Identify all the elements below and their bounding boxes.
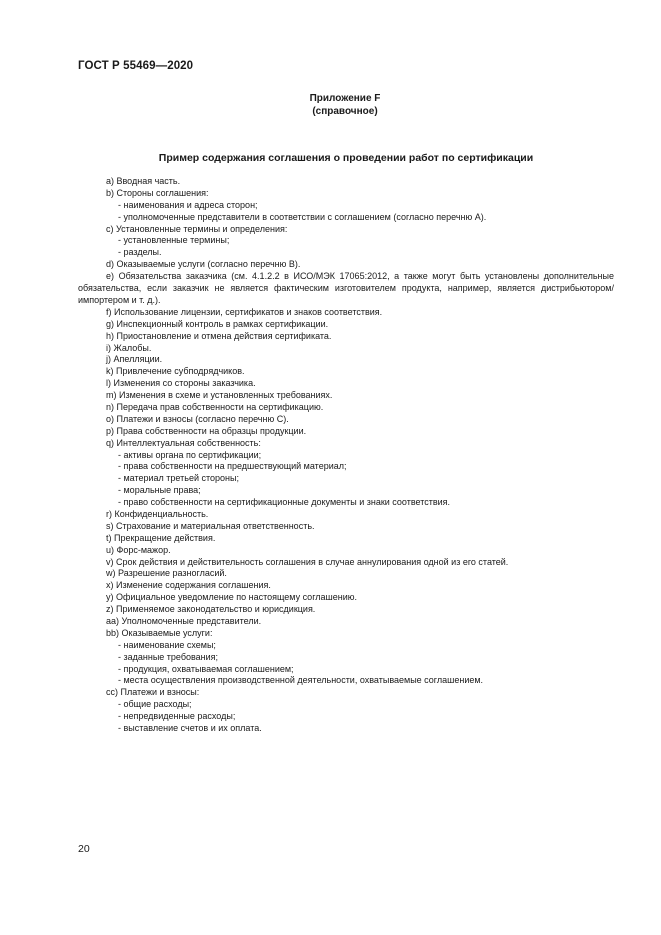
list-subitem: - моральные права; bbox=[118, 485, 201, 496]
list-item: z) Применяемое законодательство и юрисдикция. bbox=[106, 604, 316, 615]
list-subitem: - установленные термины; bbox=[118, 235, 230, 246]
list-item: q) Интеллектуальная собственность: bbox=[106, 437, 261, 448]
list-item: d) Оказываемые услуги (согласно перечню В). bbox=[106, 259, 301, 270]
list-item: b) Стороны соглашения: bbox=[106, 187, 209, 198]
appendix-title: Приложение F bbox=[309, 93, 381, 104]
list-item: m) Изменения в схеме и установленных требованиях. bbox=[106, 390, 333, 401]
list-item: c) Установленные термины и определения: bbox=[106, 223, 288, 234]
standard-header: ГОСТ Р 55469—2020 bbox=[78, 60, 194, 72]
list-item: s) Страхование и материальная ответственность. bbox=[106, 520, 315, 531]
list-item: w) Разрешение разногласий. bbox=[106, 568, 227, 579]
list-item: r) Конфиденциальность. bbox=[106, 508, 209, 519]
list-item: u) Форс-мажор. bbox=[106, 544, 171, 555]
list-item: j) Апелляции. bbox=[106, 354, 163, 365]
list-item: aa) Уполномоченные представители. bbox=[106, 616, 262, 626]
list-item: a) Вводная часть. bbox=[106, 176, 181, 186]
list-subitem: - уполномоченные представители в соответствии с соглашением (согласно перечню А). bbox=[118, 211, 487, 222]
list-subitem: - общие расходы; bbox=[118, 699, 192, 710]
list-subitem: - продукция, охватываемая соглашением; bbox=[118, 663, 294, 674]
list-subitem: - право собственности на сертификационные документы и знаки соответствия. bbox=[118, 497, 451, 508]
list-subitem: - заданные требования; bbox=[118, 651, 219, 662]
list-item: y) Официальное уведомление по настоящему соглашению. bbox=[106, 592, 358, 603]
list-subitem: - наименования и адреса сторон; bbox=[118, 199, 258, 210]
list-item: g) Инспекционный контроль в рамках сертификации. bbox=[106, 318, 329, 329]
list-item: cc) Платежи и взносы: bbox=[106, 687, 200, 698]
list-item: n) Передача прав собственности на сертификацию. bbox=[106, 401, 324, 412]
list-subitem: - материал третьей стороны; bbox=[118, 473, 239, 484]
list-item: bb) Оказываемые услуги: bbox=[106, 627, 213, 638]
list-subitem: - непредвиденные расходы; bbox=[118, 711, 236, 722]
list-subitem: - выставление счетов и их оплата. bbox=[118, 723, 262, 734]
agreement-contents-list bbox=[0, 176, 661, 735]
list-subitem: - разделы. bbox=[118, 247, 162, 258]
list-item: p) Права собственности на образцы продукции. bbox=[106, 425, 307, 436]
list-item: l) Изменения со стороны заказчика. bbox=[106, 378, 256, 389]
list-item: h) Приостановление и отмена действия сертификата. bbox=[106, 330, 332, 341]
page-number: 20 bbox=[78, 843, 90, 855]
list-item: t) Прекращение действия. bbox=[106, 532, 216, 543]
document-title: Пример содержания соглашения о проведении работ по сертификации bbox=[158, 152, 534, 164]
list-subitem: - места осуществления производственной деятельности, охватываемые соглашением. bbox=[118, 675, 484, 686]
appendix-heading bbox=[300, 92, 390, 118]
list-item: v) Срок действия и действительность соглашения в случае аннулирования одной из его статей. bbox=[106, 556, 509, 567]
list-item: i) Жалобы. bbox=[106, 342, 152, 353]
list-item: k) Привлечение субподрядчиков. bbox=[106, 366, 245, 377]
list-item: x) Изменение содержания соглашения. bbox=[106, 580, 271, 591]
appendix-note: (справочное) bbox=[312, 106, 378, 117]
list-item: f) Использование лицензии, сертификатов и знаков соответствия. bbox=[106, 306, 383, 317]
list-item: o) Платежи и взносы (согласно перечню С). bbox=[106, 413, 289, 424]
list-subitem: - права собственности на предшествующий материал; bbox=[118, 461, 347, 472]
list-subitem: - наименование схемы; bbox=[118, 639, 216, 650]
list-item: e) Обязательства заказчика (см. 4.1.2.2 в ИСО/МЭК 17065:2012, а также могут быть установлены дополнительные обязательства, если заказчик не является фактическим изготовителем продукта, например, является дистрибьютором/импортером и т. д.). bbox=[78, 271, 614, 305]
list-subitem: - активы органа по сертификации; bbox=[118, 449, 262, 460]
